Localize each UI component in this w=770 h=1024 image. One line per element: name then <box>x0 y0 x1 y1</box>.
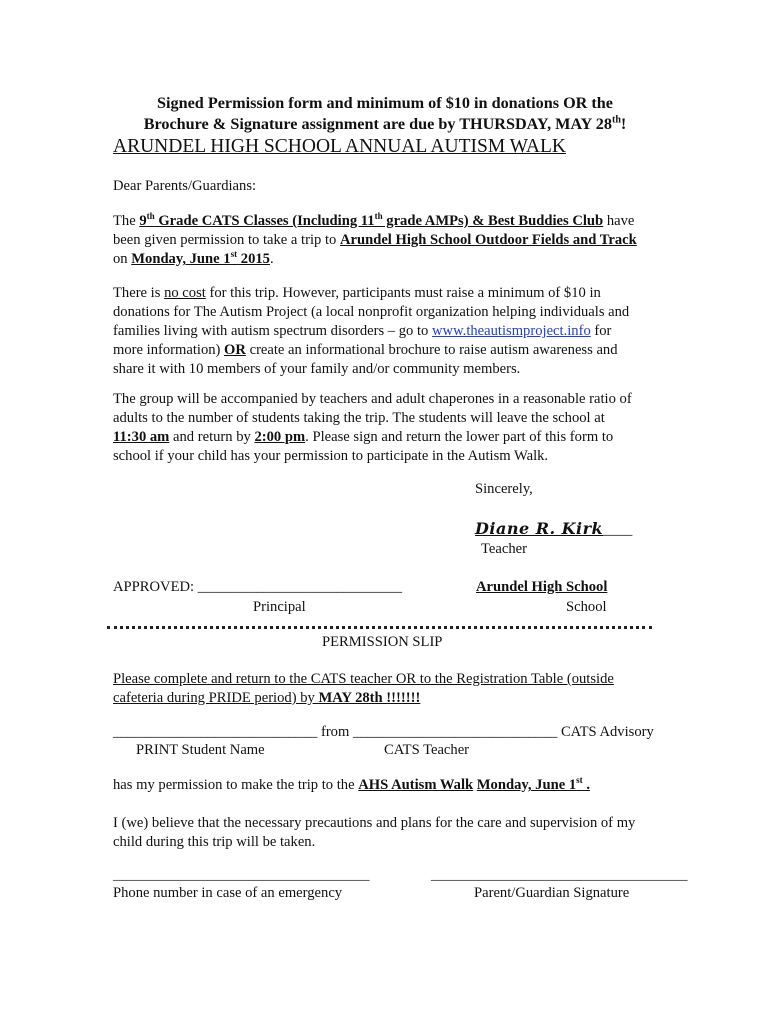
cats-teacher-field[interactable]: ____________________________ <box>352 724 558 740</box>
cut-line-divider <box>107 626 652 629</box>
cats-teacher-label: CATS Teacher <box>384 742 470 758</box>
student-teacher-line[interactable]: ____________________________ from ____________________________ CATS Advisory <box>113 724 654 740</box>
school-name: Arundel High School <box>476 579 608 595</box>
permission-statement: has my permission to make the trip to the AHS Autism Walk Monday, June 1st . <box>113 775 590 793</box>
guardian-signature-field[interactable]: ______________________________________ <box>431 867 688 882</box>
school-label: School <box>566 599 607 615</box>
belief-statement: I (we) believe that the necessary precautions and plans for the care and supervision of my child during this trip will be taken. <box>113 815 636 850</box>
autism-project-link[interactable]: www.theautismproject.info <box>432 323 591 339</box>
permission-slip-title: PERMISSION SLIP <box>322 634 443 650</box>
chaperone-paragraph: The group will be accompanied by teachers and adult chaperones in a reasonable ratio of adults to the number of students taking the trip. The students will leave the school at 11:30 am and return by 2:00 pm. Please sign and return the lower part of this form to school if your child has your permission to participate in the Autism Walk. <box>113 391 632 464</box>
cost-paragraph: There is no cost for this trip. However, participants must raise a minimum of $10 in donations for The Autism Project (a local nonprofit organization helping individuals and families living with autism spectrum disorders – go to www.theautismproject.info for more information) OR create an informational brochure to raise autism awareness and share it with 10 members of your family and/or community members. <box>113 285 630 377</box>
trip-paragraph: The 9th Grade CATS Classes (Including 11th grade AMPs) & Best Buddies Club have been given permission to take a trip to Arundel High School Outdoor Fields and Track on Monday, June 1st 2015. <box>113 211 637 267</box>
approved-line[interactable]: APPROVED: ____________________________ <box>113 579 403 595</box>
phone-number-field[interactable]: ______________________________________ <box>113 867 370 882</box>
trip-location: Arundel High School Outdoor Fields and Track <box>339 232 637 248</box>
student-name-field[interactable]: ____________________________ <box>113 724 318 740</box>
guardian-signature-label: Parent/Guardian Signature <box>474 885 630 901</box>
phone-number-label: Phone number in case of an emergency <box>113 885 343 901</box>
student-name-label: PRINT Student Name <box>136 742 265 758</box>
salutation: Dear Parents/Guardians: <box>113 178 257 194</box>
teacher-signature: Diane R. Kirk____ <box>475 519 633 538</box>
deadline-heading-line2: Brochure & Signature assignment are due by THURSDAY, MAY 28th! <box>143 114 627 133</box>
trip-date: Monday, June 1st 2015 <box>131 249 270 267</box>
deadline-heading-line1: Signed Permission form and minimum of $10 in donations OR the <box>157 94 613 112</box>
document-title: ARUNDEL HIGH SCHOOL ANNUAL AUTISM WALK <box>113 136 567 157</box>
signer-title: Teacher <box>481 541 527 557</box>
principal-label: Principal <box>253 599 306 615</box>
closing: Sincerely, <box>475 481 533 497</box>
return-instructions: Please complete and return to the CATS teacher OR to the Registration Table (outside cafeteria during PRIDE period) by MAY 28th !!!!!!! <box>113 671 614 706</box>
